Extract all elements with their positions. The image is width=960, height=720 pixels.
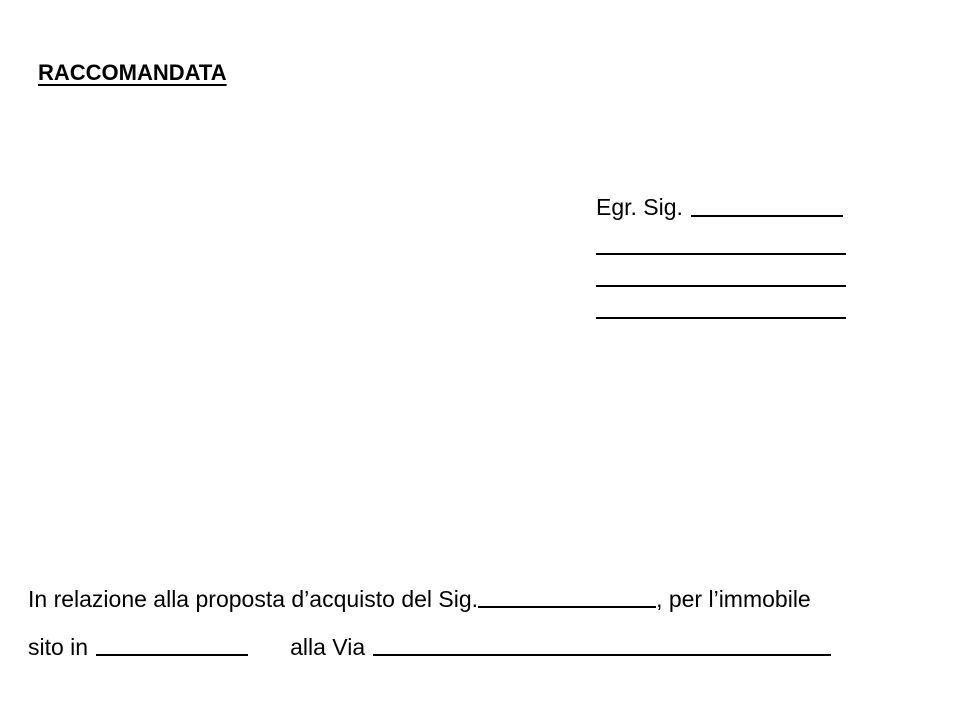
body-line-1-tail: , per l’immobile: [656, 586, 811, 612]
recipient-block: [596, 194, 843, 221]
buyer-name-blank: [478, 605, 656, 608]
recipient-name-line: [596, 194, 843, 221]
place-blank: [96, 653, 248, 656]
body-line-1-text: In relazione alla proposta d’acquisto del Sig.: [28, 586, 479, 612]
body-line-2-place-label: sito in: [28, 634, 89, 660]
body-line-2: [28, 634, 831, 661]
street-blank: [373, 653, 831, 656]
recipient-address-blank-2: [596, 285, 846, 287]
body-line-1: [28, 586, 811, 613]
body-line-2-street-label: alla Via: [290, 634, 366, 660]
recipient-address-blank-3: [596, 317, 846, 319]
recipient-salutation: Egr. Sig.: [596, 194, 683, 220]
recipient-name-blank: [691, 214, 843, 217]
recipient-address-blank-1: [596, 253, 846, 255]
document-heading: RACCOMANDATA: [38, 60, 227, 85]
